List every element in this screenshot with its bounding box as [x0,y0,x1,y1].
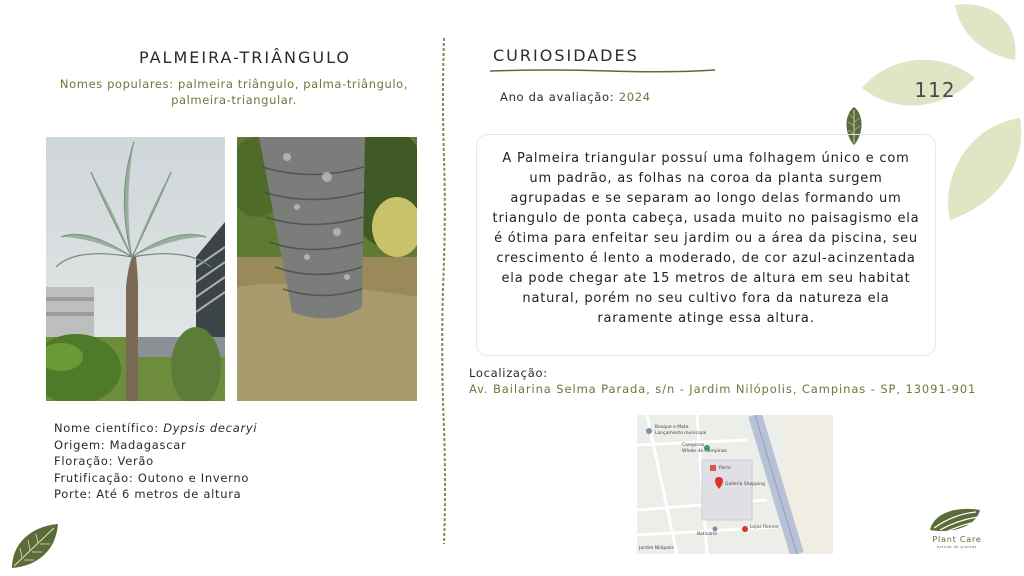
map-label-6: Galleria Shopping [725,482,765,487]
evaluation-year [500,90,651,104]
scientific-name-value: Dypsis decaryi [163,421,258,435]
palm-trunk-photo [237,137,417,401]
evaluation-year-value: 2024 [618,90,651,104]
brand-name: Plant Care [932,535,982,544]
map-label-5: Porto [719,466,731,471]
popular-names [38,76,430,108]
map-label-7: Lojas Renner [750,525,779,530]
map-label-3: Campinas [682,443,705,448]
fruiting: Frutificação: Outono e Inverno [54,470,250,485]
map-label-4: Whole de Campinas [682,449,727,454]
plant-facts [54,420,414,503]
popular-names-value: palmeira triângulo, palma-triângulo, palmeira-triangular. [171,77,409,107]
evaluation-year-label: Ano da avaliação: [500,90,615,104]
flowering: Floração: Verão [54,454,154,468]
plant-title: PALMEIRA-TRIÂNGULO [138,48,352,67]
map-label-8: Boticário [697,532,717,537]
description-box: A Palmeira triangular possuí uma folhagem único e com um padrão, as folhas na coroa da planta surgem agrupadas e se separam ao longo delas formando um triangulo de ponta cabeça, usada muito no paisagismo ela é ótima para enfeitar seu jardim ou a área da piscina, seu crescimento é lento a moderado, de cor azul-acinzentada ela pode chegar ate 15 metros de altura em seu habitat natural, porém no seu cultivo fora da natureza ela raramente atinge essa altura. [476,134,936,356]
location-label: Localização: [469,366,548,380]
size: Porte: Até 6 metros de altura [54,487,242,501]
map-label-2: Lançamento municipal [655,431,707,436]
column-divider [440,38,448,544]
brand-tagline: estudo de plantas [937,545,977,549]
origin: Origem: Madagascar [54,437,187,452]
section-title: CURIOSIDADES [493,46,639,65]
location-map [637,415,833,554]
popular-names-label: Nomes populares: [59,77,174,91]
map-label-9: Jardim Nilópolis [639,546,674,551]
title-underline [490,68,715,74]
page-number: 112 [914,78,956,102]
map-label-1: Bosque e Mata [655,425,689,430]
palm-tree-photo [46,137,225,401]
scientific-name-label: Nome científico: [54,421,159,435]
leaf-icon-bottom-left [8,522,60,570]
scientific-name-row [54,420,414,437]
location-address: Av. Bailarina Selma Parada, s/n - Jardim Nilópolis, Campinas - SP, 13091-901 [469,382,977,396]
